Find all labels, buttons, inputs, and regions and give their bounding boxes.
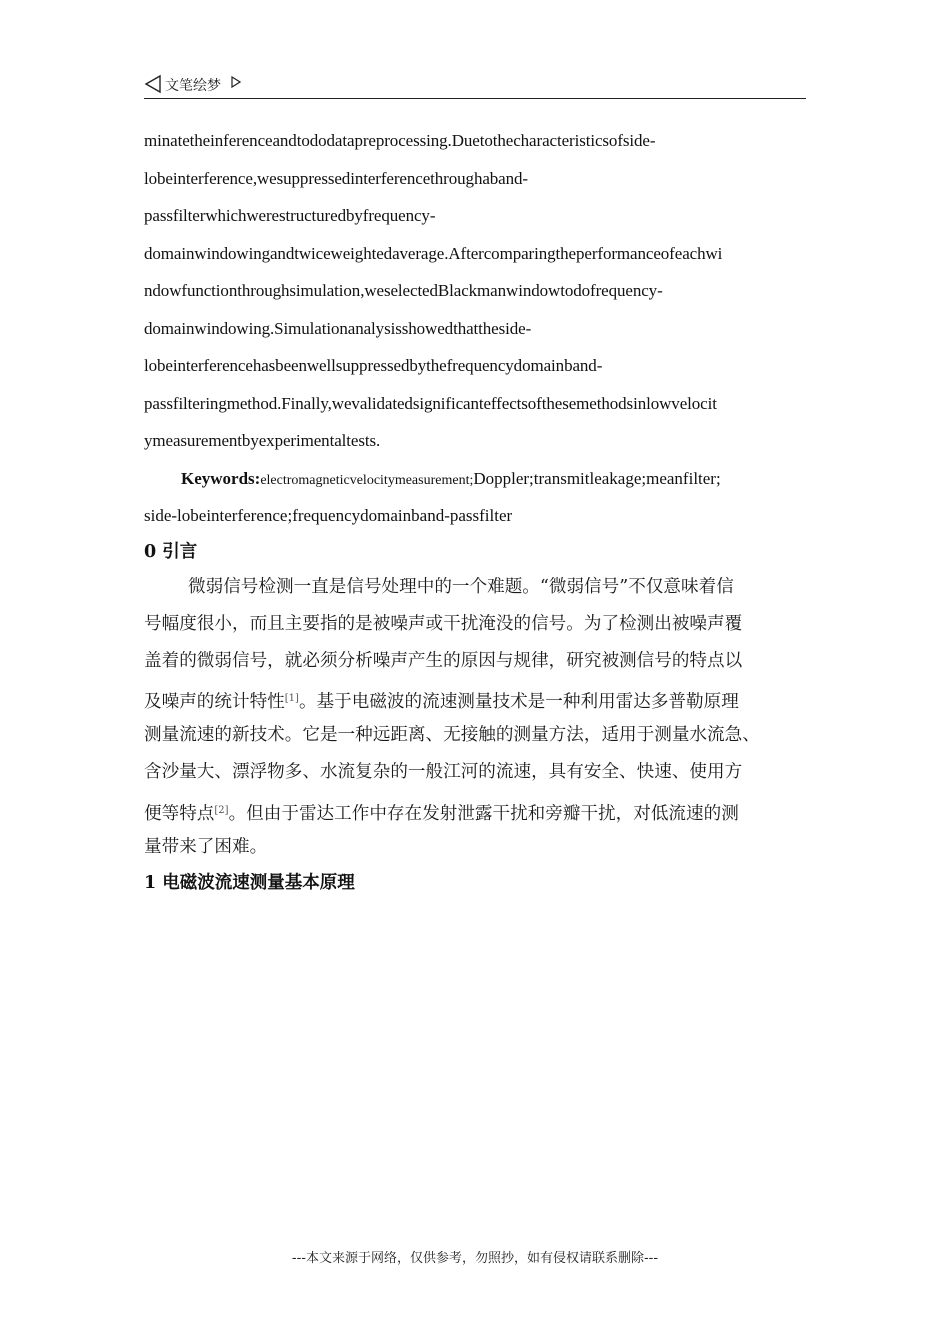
citation-ref: [1]	[284, 693, 299, 705]
paragraph-line: 盖着的微弱信号，就必须分析噪声产生的原因与规律，研究被测信号的特点以	[144, 650, 743, 671]
paragraph-line: 号幅度很小，而且主要指的是被噪声或干扰淹没的信号。为了检测出被噪声覆	[144, 613, 743, 634]
paragraph-line: 含沙量大、漂浮物多、水流复杂的一般江河的流速，具有安全、快速、使用方	[144, 762, 743, 783]
abstract-line: domainwindowing.Simulationanalysisshowedthattheside-	[144, 318, 532, 338]
abstract-line: lobeinterferencehasbeenwellsuppressedbythefrequencydomainband-	[144, 356, 603, 375]
paragraph-line: 测量流速的新技术。它是一种远距离、无接触的测量方法，适用于测量水流急、	[144, 725, 760, 746]
paragraph-line: 量带来了困难。	[144, 836, 268, 857]
abstract-line: ymeasurementbyexperimentaltests.	[144, 431, 381, 450]
header-title: 文笔绘梦	[165, 78, 221, 94]
keyword-text: Doppler;transmitleakage;meanfilter;	[473, 468, 721, 488]
citation-ref: [2]	[214, 804, 229, 816]
paragraph-text: 及噪声的统计特性	[144, 692, 285, 713]
triangle-right-icon	[231, 76, 241, 88]
keyword-text: electromagneticvelocitymeasurement;	[260, 472, 474, 488]
document-body	[144, 122, 808, 900]
abstract-line: lobeinterference,wesuppressedinterferencethroughaband-	[144, 168, 528, 188]
abstract-line: ndowfunctionthroughsimulation,weselectedBlackmanwindowtodofrequency-	[144, 281, 663, 300]
triangle-left-icon	[144, 74, 164, 94]
paragraph-line: 微弱信号检测一直是信号处理中的一个难题。“微弱信号”不仅意味着信	[188, 576, 734, 597]
abstract-line: passfilterwhichwerestructuredbyfrequency-	[144, 206, 436, 225]
keywords-line-2: side-lobeinterference;frequencydomainband-passfilter	[144, 506, 513, 525]
page-header	[144, 72, 806, 99]
section-heading: 0 引言	[144, 541, 198, 562]
abstract-line: domainwindowingandtwiceweightedaverage.Aftercomparingtheperformanceofeachwi	[144, 243, 723, 263]
paragraph-line	[144, 680, 808, 717]
abstract-line: minatetheinferenceandtododatapreprocessing.Duetothecharacteristicsofside-	[144, 131, 656, 150]
footer-disclaimer: ---本文来源于网络，仅供参考，勿照抄，如有侵权请联系删除---	[291, 1251, 659, 1266]
paragraph-text: 便等特点	[144, 803, 215, 824]
paragraph-text: 。基于电磁波的流速测量技术是一种利用雷达多普勒原理	[298, 692, 739, 713]
section-heading: 1 电磁波流速测量基本原理	[144, 873, 355, 893]
paragraph-line	[144, 792, 808, 829]
keywords-line	[144, 460, 808, 498]
paragraph-text: 。但由于雷达工作中存在发射泄露干扰和旁瓣干扰，对低流速的测	[228, 803, 739, 824]
keywords-label: Keywords:	[181, 468, 261, 488]
abstract-line: passfilteringmethod.Finally,wevalidatedsignificanteffectsofthesemethodsinlowvelocit	[144, 393, 717, 413]
